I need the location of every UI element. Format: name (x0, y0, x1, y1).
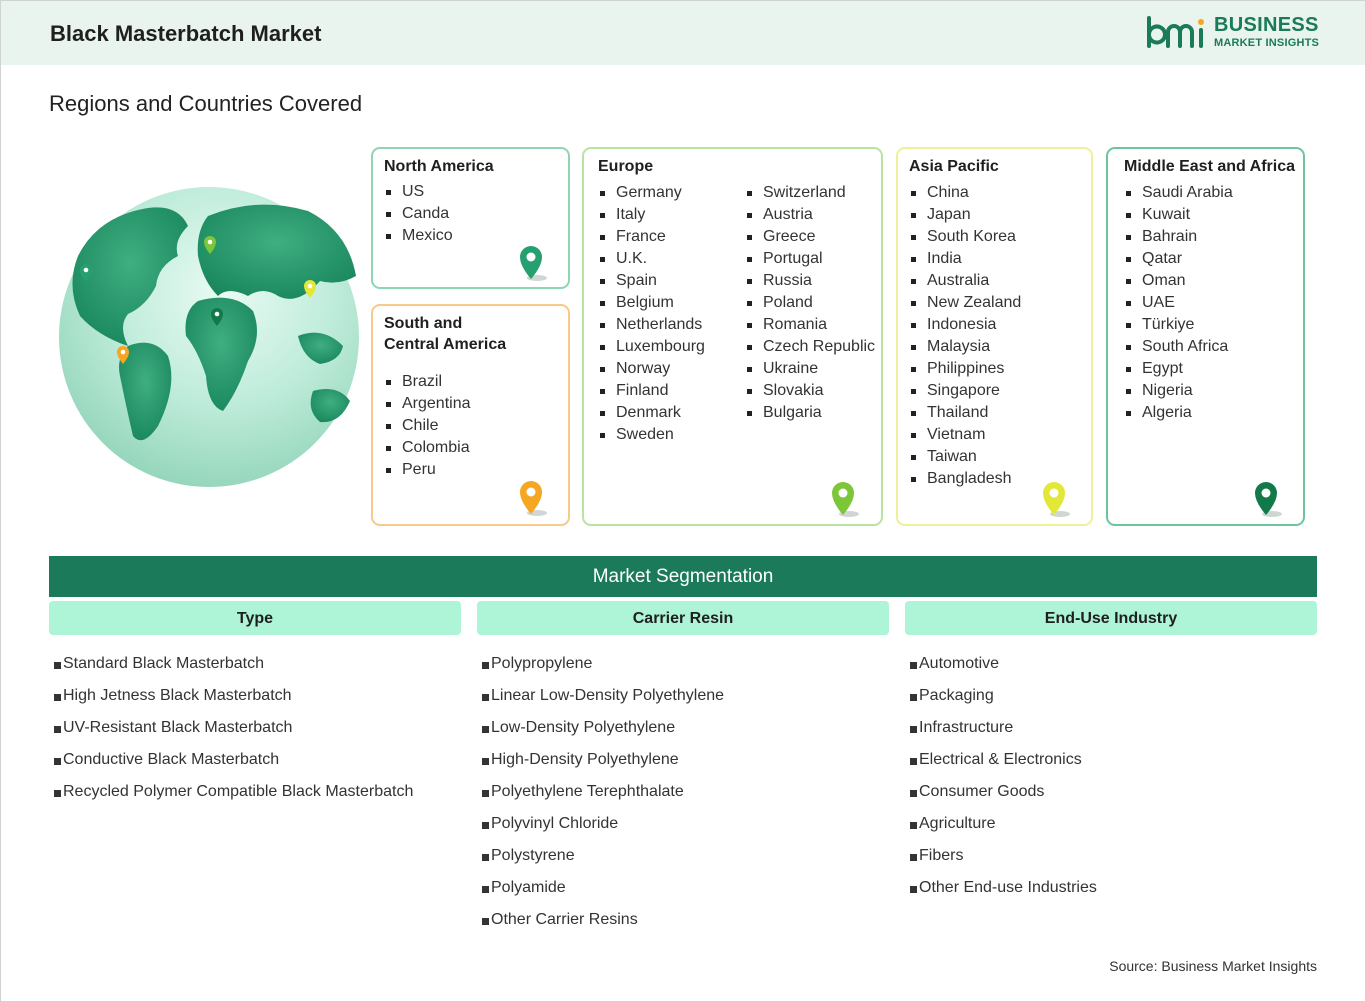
country-item: Ukraine (745, 358, 875, 380)
country-item: Italy (598, 204, 705, 226)
country-item: Switzerland (745, 182, 875, 204)
logo-text-business: BUSINESS (1214, 14, 1319, 36)
segment-item: Agriculture (905, 808, 1097, 840)
region-title-line2: Central America (384, 336, 507, 353)
region-title (384, 313, 506, 355)
country-item: Austria (745, 204, 875, 226)
country-item: U.K. (598, 248, 705, 270)
country-item: Germany (598, 182, 705, 204)
market-segmentation-banner: Market Segmentation (49, 556, 1317, 597)
segment-heading-type: Type (49, 601, 461, 635)
country-list (384, 181, 453, 247)
region-title-line1: South and (384, 315, 463, 332)
country-item: Malaysia (909, 336, 1021, 358)
globe-illustration (58, 186, 360, 488)
segment-item: Automotive (905, 648, 1097, 680)
segment-item: High-Density Polyethylene (477, 744, 724, 776)
segment-list-carrier-resin (477, 648, 724, 936)
segment-item: Polyethylene Terephthalate (477, 776, 724, 808)
country-item: Brazil (384, 371, 471, 393)
country-item: Singapore (909, 380, 1021, 402)
country-item: Greece (745, 226, 875, 248)
country-item: Romania (745, 314, 875, 336)
country-item: Oman (1124, 270, 1233, 292)
country-item: Canda (384, 203, 453, 225)
country-item: Argentina (384, 393, 471, 415)
country-item: Bangladesh (909, 468, 1021, 490)
segment-item: Conductive Black Masterbatch (49, 744, 413, 776)
location-pin-icon (1038, 479, 1074, 519)
segment-heading-carrier-resin: Carrier Resin (477, 601, 889, 635)
segment-item: Linear Low-Density Polyethylene (477, 680, 724, 712)
page-title: Black Masterbatch Market (50, 21, 322, 46)
country-list (384, 371, 471, 481)
country-item: Spain (598, 270, 705, 292)
segment-item: Fibers (905, 840, 1097, 872)
region-title: Europe (598, 158, 654, 175)
country-list (598, 182, 705, 446)
country-item: Czech Republic (745, 336, 875, 358)
country-item: Slovakia (745, 380, 875, 402)
segment-item: Recycled Polymer Compatible Black Masterbatch (49, 776, 413, 808)
segment-item: Polypropylene (477, 648, 724, 680)
country-item: Bulgaria (745, 402, 875, 424)
country-item: Indonesia (909, 314, 1021, 336)
segment-item: UV-Resistant Black Masterbatch (49, 712, 413, 744)
country-list (745, 182, 875, 424)
region-title: Middle East and Africa (1124, 158, 1295, 175)
country-item: China (909, 182, 1021, 204)
country-list (1124, 182, 1233, 424)
country-item: Saudi Arabia (1124, 182, 1233, 204)
segment-item: Electrical & Electronics (905, 744, 1097, 776)
country-item: Sweden (598, 424, 705, 446)
segment-item: Polystyrene (477, 840, 724, 872)
segment-item: Polyvinyl Chloride (477, 808, 724, 840)
country-item: Thailand (909, 402, 1021, 424)
logo-text-market-insights: MARKET INSIGHTS (1214, 37, 1320, 49)
bmi-logo-icon (1146, 16, 1208, 50)
country-item: France (598, 226, 705, 248)
country-item: Philippines (909, 358, 1021, 380)
country-item: South Korea (909, 226, 1021, 248)
country-item: Algeria (1124, 402, 1233, 424)
segment-item: Low-Density Polyethylene (477, 712, 724, 744)
segment-item: Consumer Goods (905, 776, 1097, 808)
country-item: Qatar (1124, 248, 1233, 270)
country-item: Egypt (1124, 358, 1233, 380)
country-item: Denmark (598, 402, 705, 424)
country-item: UAE (1124, 292, 1233, 314)
country-item: Japan (909, 204, 1021, 226)
country-item: Russia (745, 270, 875, 292)
region-card-asia-pacific (896, 147, 1093, 526)
country-item: Vietnam (909, 424, 1021, 446)
country-item: Norway (598, 358, 705, 380)
country-item: Australia (909, 270, 1021, 292)
location-pin-icon (827, 479, 863, 519)
country-item: Mexico (384, 225, 453, 247)
segment-item: Other Carrier Resins (477, 904, 724, 936)
country-item: Nigeria (1124, 380, 1233, 402)
country-list (909, 182, 1021, 490)
location-pin-icon (515, 478, 551, 518)
region-title: Asia Pacific (909, 158, 999, 175)
country-item: Kuwait (1124, 204, 1233, 226)
section-subtitle: Regions and Countries Covered (49, 91, 363, 116)
country-item: Türkiye (1124, 314, 1233, 336)
segment-list-type (49, 648, 413, 808)
segment-heading-end-use-industry: End-Use Industry (905, 601, 1317, 635)
country-item: Bahrain (1124, 226, 1233, 248)
segment-list-end-use-industry (905, 648, 1097, 904)
brand-logo (1146, 14, 1326, 54)
country-item: South Africa (1124, 336, 1233, 358)
segment-item: Other End-use Industries (905, 872, 1097, 904)
segment-item: Packaging (905, 680, 1097, 712)
source-note: Source: Business Market Insights (1109, 958, 1317, 974)
country-item: Chile (384, 415, 471, 437)
segment-item: Infrastructure (905, 712, 1097, 744)
country-item: Netherlands (598, 314, 705, 336)
segment-item: Standard Black Masterbatch (49, 648, 413, 680)
location-pin-icon (515, 243, 551, 283)
region-title: North America (384, 158, 494, 175)
country-item: US (384, 181, 453, 203)
country-item: Finland (598, 380, 705, 402)
country-item: Luxembourg (598, 336, 705, 358)
segment-item: Polyamide (477, 872, 724, 904)
country-item: New Zealand (909, 292, 1021, 314)
region-card-south-central-america (371, 304, 570, 526)
country-item: India (909, 248, 1021, 270)
country-item: Portugal (745, 248, 875, 270)
country-item: Taiwan (909, 446, 1021, 468)
country-item: Poland (745, 292, 875, 314)
country-item: Belgium (598, 292, 705, 314)
region-card-middle-east-africa (1106, 147, 1305, 526)
country-item: Peru (384, 459, 471, 481)
segment-item: High Jetness Black Masterbatch (49, 680, 413, 712)
region-card-north-america (371, 147, 570, 289)
country-item: Colombia (384, 437, 471, 459)
location-pin-icon (1250, 479, 1286, 519)
region-card-europe (582, 147, 883, 526)
